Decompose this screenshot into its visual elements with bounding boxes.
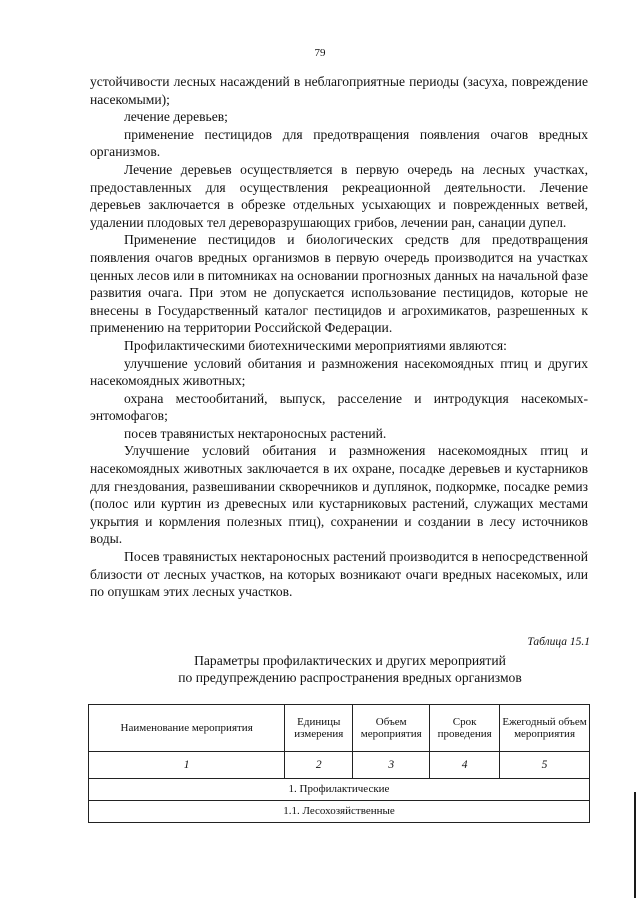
header-units: Единицы измерения <box>285 705 353 752</box>
table-column-numbers-row <box>89 752 590 779</box>
paragraph: Применение пестицидов и биологических средств для предотвращения появления очагов вредных организмов в первую очередь производится на участках ценных лесов или в питомниках на основании прогнозных данных на начальной фазе развития очага. При этом не допускается использование пестицидов, которые не внесены в Государственный каталог пестицидов и агрохимикатов, разрешенных к применению на территории Российской Федерации. <box>90 232 588 336</box>
paragraph: Профилактическими биотехническими мероприятиями являются: <box>124 337 507 353</box>
header-volume: Объем мероприятия <box>353 705 430 752</box>
header-name: Наименование мероприятия <box>89 705 285 752</box>
scan-edge-line <box>634 792 636 898</box>
column-number: 3 <box>353 752 430 779</box>
column-number: 2 <box>285 752 353 779</box>
table-title <box>60 652 640 686</box>
table-title-line: по предупреждению распространения вредных организмов <box>178 670 522 685</box>
table-section-row <box>89 801 590 823</box>
body-text <box>90 73 588 601</box>
subsection-heading: 1.1. Лесохозяйственные <box>89 801 590 823</box>
column-number: 1 <box>89 752 285 779</box>
paragraph: посев травянистых нектароносных растений. <box>124 425 387 441</box>
paragraph: устойчивости лесных насаждений в неблагоприятные периоды (засуха, повреждение насекомыми); <box>90 74 588 107</box>
page-number: 79 <box>314 47 326 59</box>
header-annual-volume: Ежегодный объем мероприятия <box>500 705 590 752</box>
paragraph: лечение деревьев; <box>124 109 228 125</box>
column-number: 4 <box>430 752 500 779</box>
header-term: Срок проведения <box>430 705 500 752</box>
parameters-table <box>88 704 590 823</box>
paragraph: Посев травянистых нектароносных растений производится в непосредственной близости от лесных участков, на которых возникают очаги вредных насекомых, или по опушкам этих лесных участков. <box>90 549 588 600</box>
paragraph: Улучшение условий обитания и размножения насекомоядных птиц и насекомоядных животных заключается в их охране, посадке деревьев и кустарников для гнездования, развешивании скворечников и дуплянок, подкормке, посадке ремиз (полос или куртин из древесных или кустарниковых растений, служащих местами укрытия и кормления полезных птиц), сохранении и создании в лесу источников воды. <box>90 443 588 547</box>
table-caption: Таблица 15.1 <box>527 636 590 648</box>
table-title-line: Параметры профилактических и других мероприятий <box>194 653 506 668</box>
table-section-row <box>89 779 590 801</box>
column-number: 5 <box>500 752 590 779</box>
table-header-row <box>89 705 590 752</box>
paragraph: улучшение условий обитания и размножения насекомоядных птиц и других насекомоядных животных; <box>90 355 588 389</box>
paragraph: Лечение деревьев осуществляется в первую очередь на лесных участках, предоставленных для осуществления рекреационной деятельности. Лечение деревьев заключается в обрезке отдельных усыхающих и поврежденных ветвей, удалении плодовых тел дереворазрушающих грибов, лечении ран, санации дупел. <box>90 161 588 230</box>
section-heading: 1. Профилактические <box>89 779 590 801</box>
paragraph: применение пестицидов для предотвращения появления очагов вредных организмов. <box>90 126 588 160</box>
paragraph: охрана местообитаний, выпуск, расселение и интродукция насекомых-энтомофагов; <box>90 390 588 424</box>
